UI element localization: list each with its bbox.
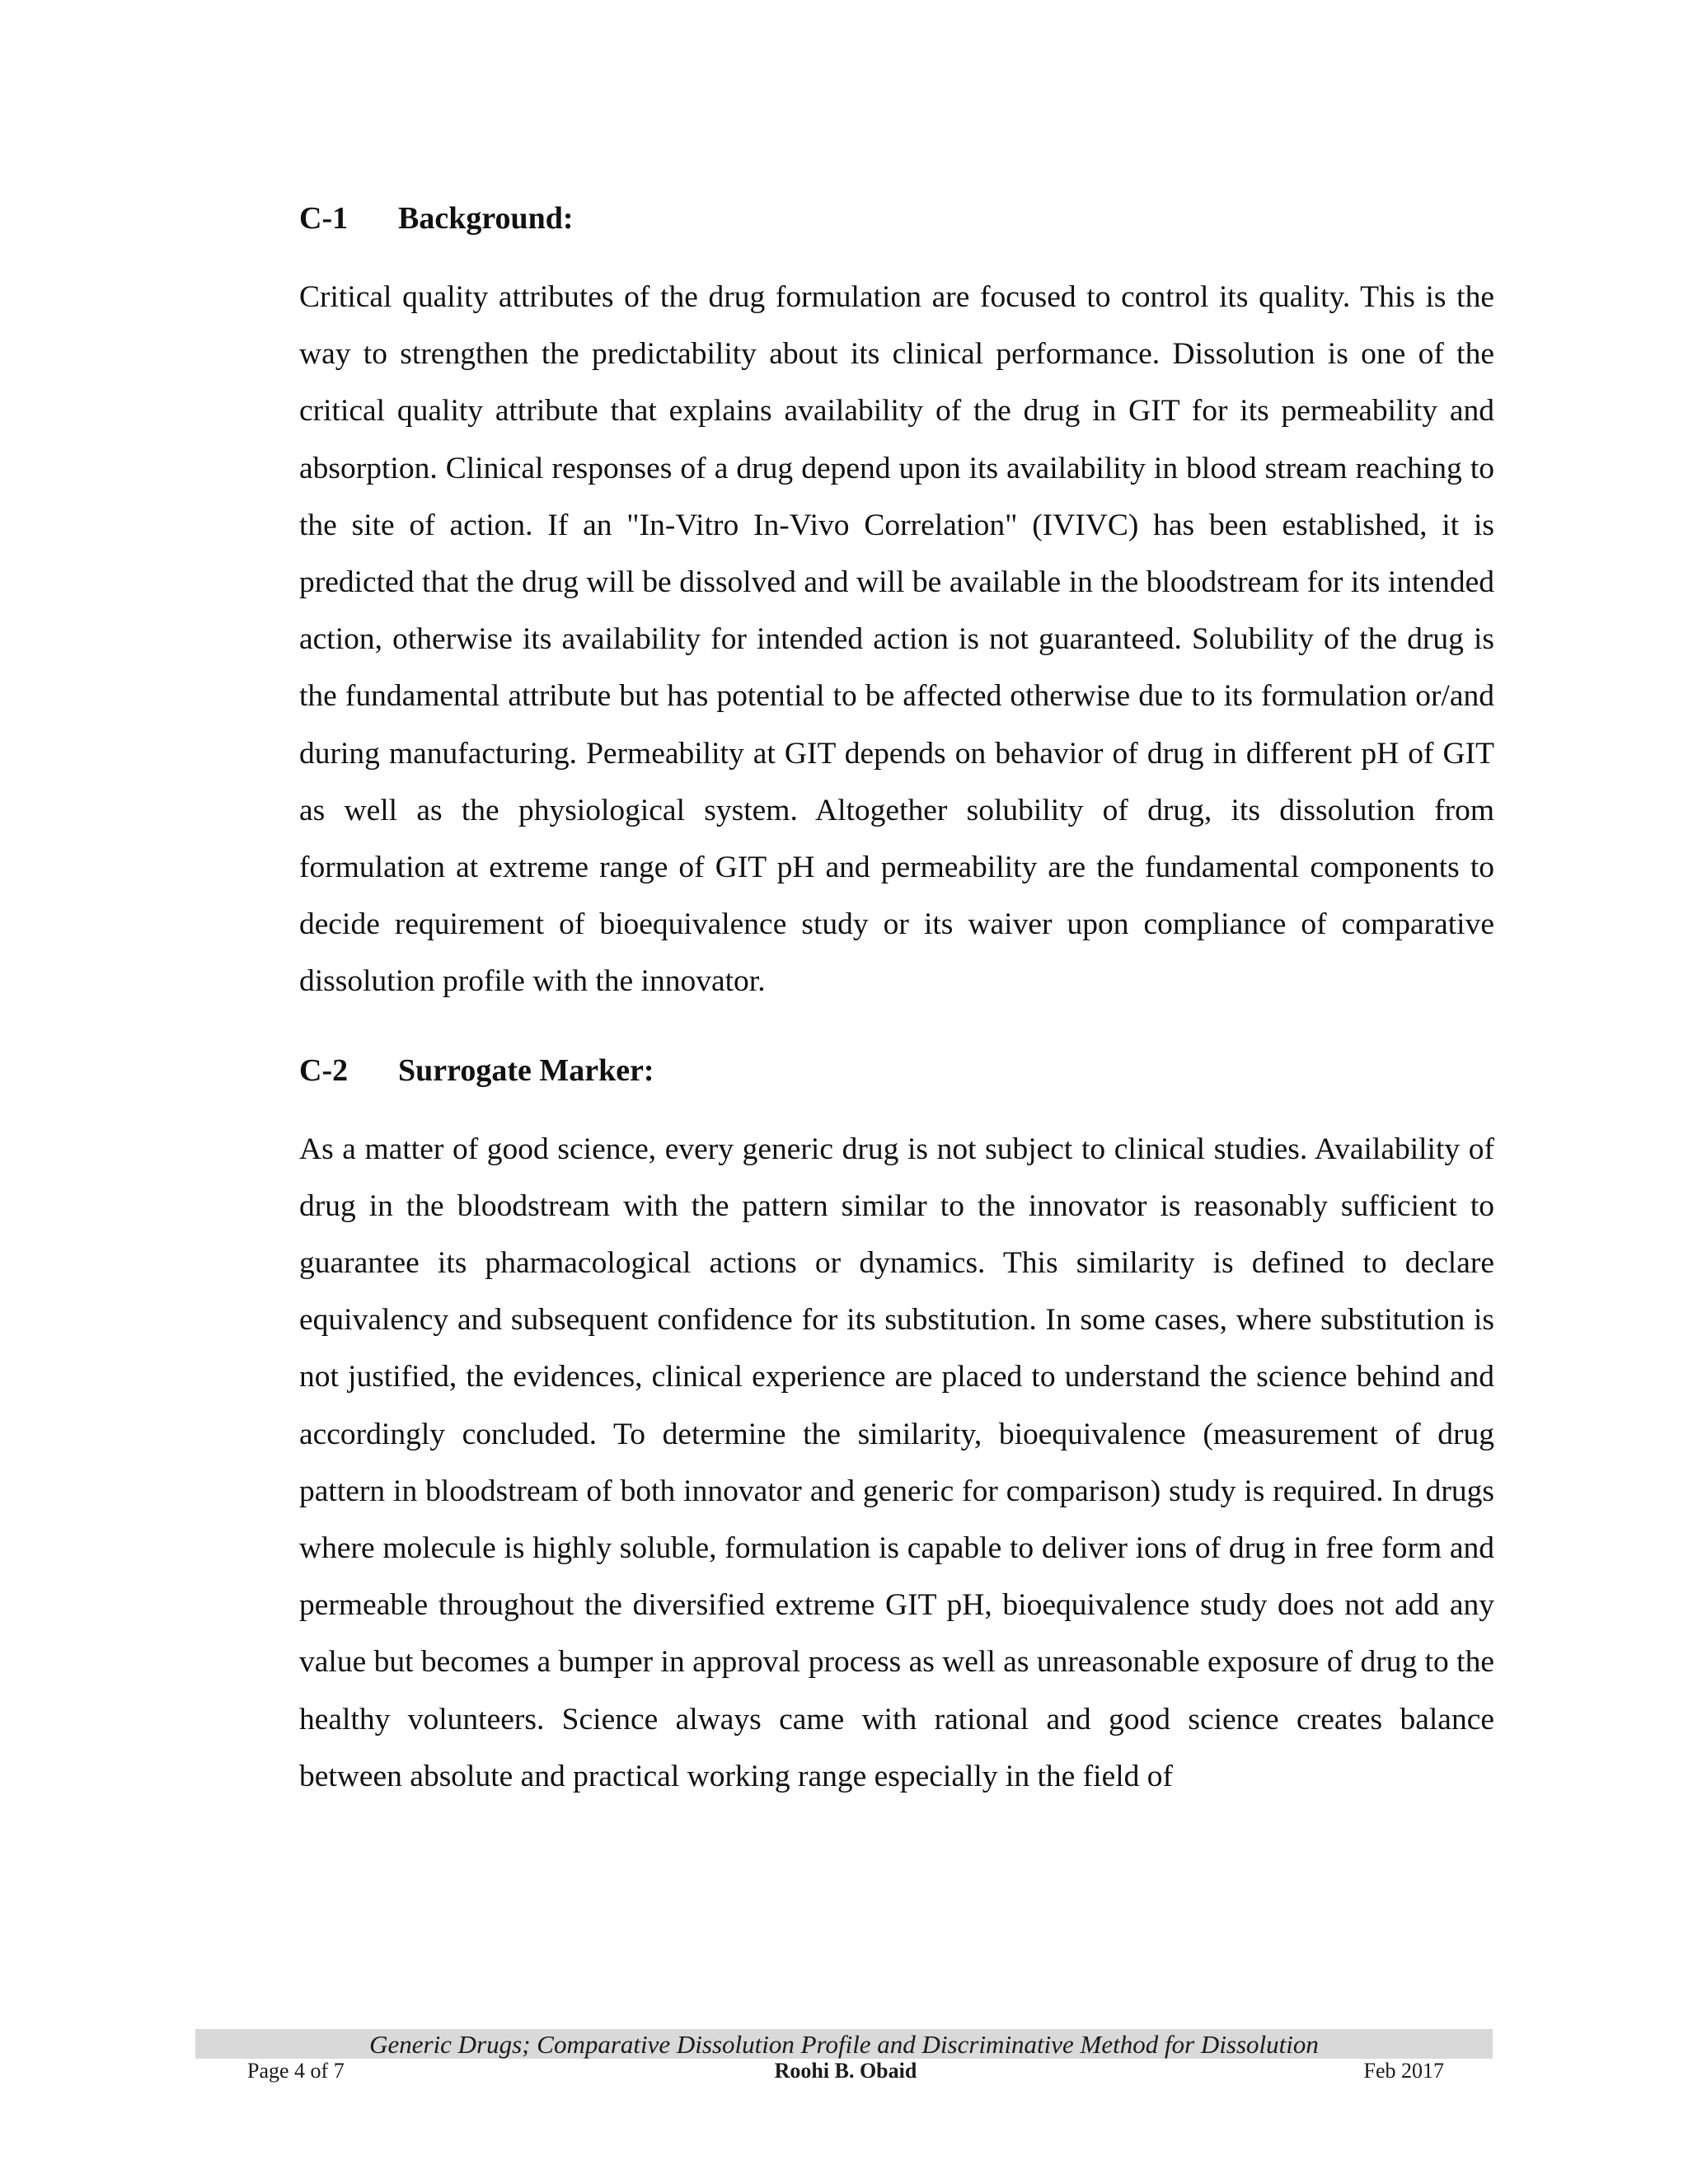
footer-title-band: [195, 2029, 1493, 2059]
footer-info: [247, 2057, 1444, 2087]
section-heading-c2: [299, 1042, 1494, 1099]
section-title: Background:: [398, 201, 574, 236]
page-content: [299, 190, 1494, 1805]
footer-date: Feb 2017: [1363, 2059, 1444, 2083]
section-number: C-2: [299, 1052, 349, 1088]
section-paragraph-c1: Critical quality attributes of the drug formulation are focused to control its quality. This is the way to strengthen the predictability about its clinical performance. Dissolution is one of the critical quality attribute that explains availability of the drug in GIT for its permeability and absorption. Clinical responses of a drug depend upon its availability in blood stream reaching to the site of action. If an "In-Vitro In-Vivo Correlation" (IVIVC) has been established, it is predicted that the drug will be dissolved and will be available in the bloodstream for its intended action, otherwise its availability for intended action is not guaranteed. Solubility of the drug is the fundamental attribute but has potential to be affected otherwise due to its formulation or/and during manufacturing. Permeability at GIT depends on behavior of drug in different pH of GIT as well as the physiological system. Altogether solubility of drug, its dissolution from formulation at extreme range of GIT pH and permeability are the fundamental components to decide requirement of bioequivalence study or its waiver upon compliance of comparative dissolution profile with the innovator.: [299, 280, 1494, 999]
section-heading-c1: [299, 190, 1494, 247]
section-number: C-1: [299, 201, 349, 236]
footer-author: Roohi B. Obaid: [774, 2059, 917, 2083]
page-number: Page 4 of 7: [247, 2059, 345, 2083]
footer-title: Generic Drugs; Comparative Dissolution Profile and Discriminative Method for Dissolution: [369, 2030, 1319, 2059]
section-title: Surrogate Marker:: [398, 1052, 654, 1088]
section-paragraph-c2: As a matter of good science, every generic drug is not subject to clinical studies. Availability of drug in the bloodstream with the pattern similar to the innovator is reasonably sufficient to guarantee its pharmacological actions or dynamics. This similarity is defined to declare equivalency and subsequent confidence for its substitution. In some cases, where substitution is not justified, the evidences, clinical experience are placed to understand the science behind and accordingly concluded. To determine the similarity, bioequivalence (measurement of drug pattern in bloodstream of both innovator and generic for comparison) study is required. In drugs where molecule is highly soluble, formulation is capable to deliver ions of drug in free form and permeable throughout the diversified extreme GIT pH, bioequivalence study does not add any value but becomes a bumper in approval process as well as unreasonable exposure of drug to the healthy volunteers. Science always came with rational and good science creates balance between absolute and practical working range especially in the field of: [299, 1132, 1494, 1793]
